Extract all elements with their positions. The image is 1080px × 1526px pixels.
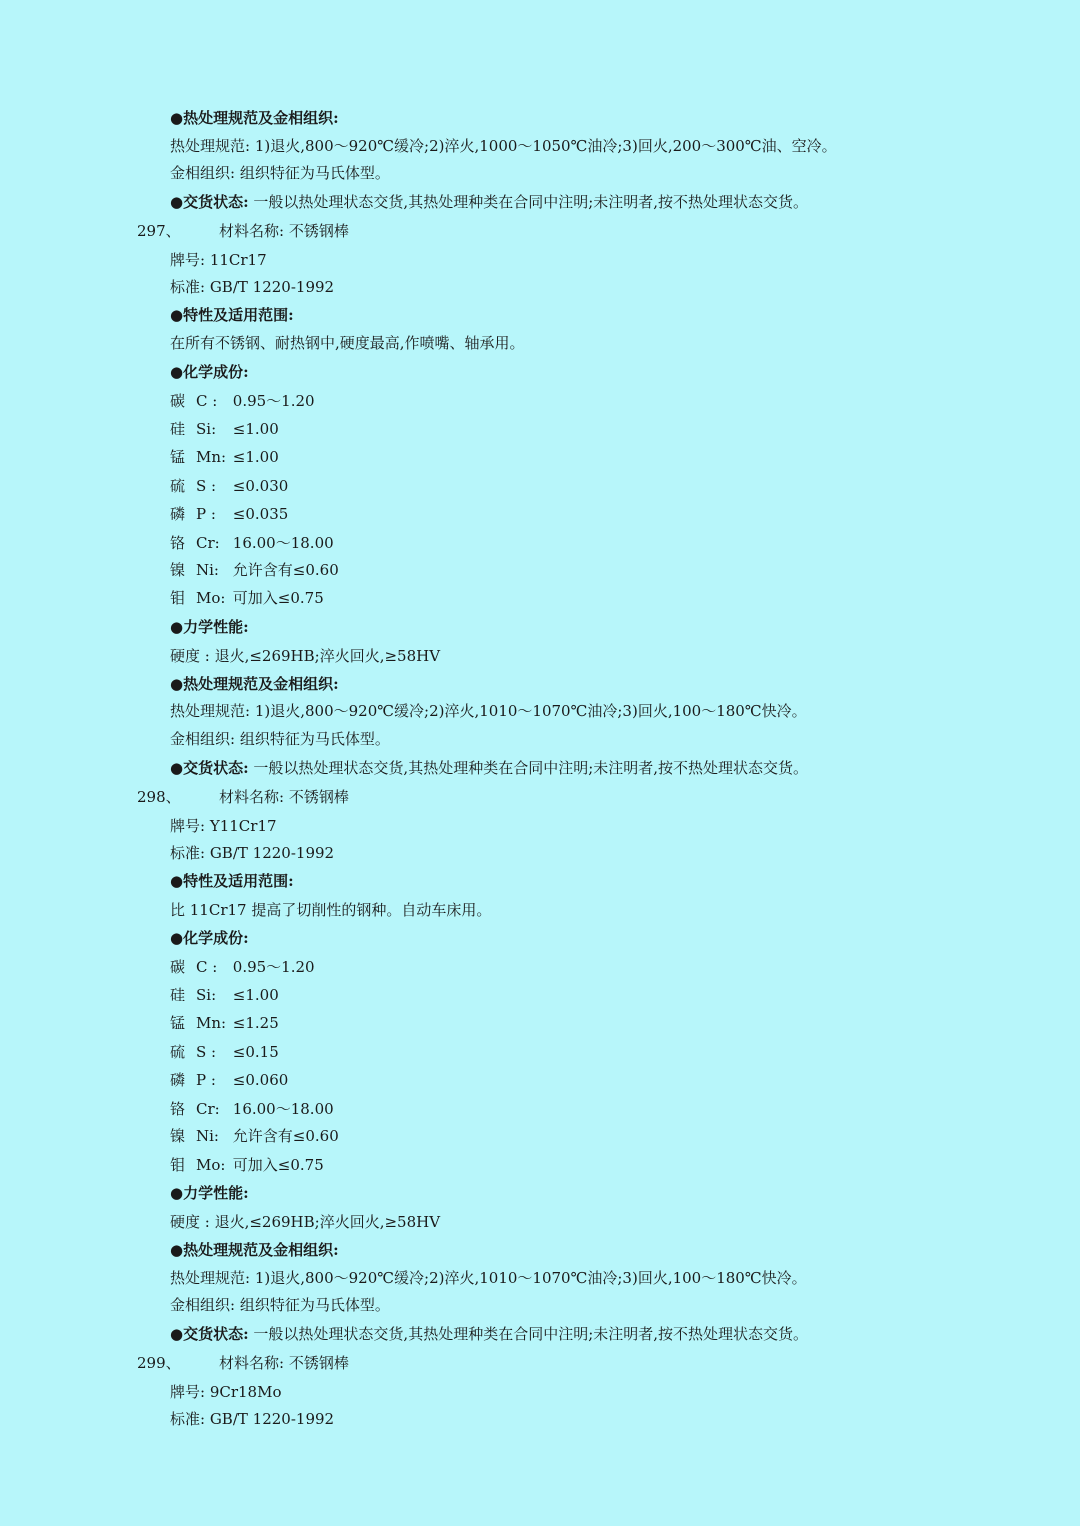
metallographic-structure: 金相组织: 组织特征为马氏体型。 — [170, 1296, 390, 1314]
chem-value: ≤1.00 — [232, 448, 279, 466]
standard: 标准: GB/T 1220-1992 — [170, 844, 335, 862]
chem-symbol: P : — [196, 1071, 216, 1089]
properties-text: 比 11Cr17 提高了切削性的钢种。自动车床用。 — [170, 901, 492, 919]
delivery-state-text: 一般以热处理状态交货,其热处理种类在合同中注明;未注明者,按不热处理状态交货。 — [253, 1325, 809, 1343]
chem-symbol: P : — [196, 505, 216, 523]
delivery-state-label: ●交货状态: — [170, 759, 249, 777]
mechanical-text: 硬度 : 退火,≤269HB;淬火回火,≥58HV — [170, 1213, 441, 1231]
grade: 牌号: 11Cr17 — [170, 251, 267, 269]
chem-symbol: Ni: — [196, 1127, 219, 1145]
chem-symbol: Si: — [196, 986, 217, 1004]
chemical-heading: ●化学成份: — [170, 363, 249, 381]
chem-value: ≤1.00 — [232, 986, 279, 1004]
chem-row — [170, 476, 288, 496]
chem-element: 硫 — [170, 1043, 186, 1061]
chem-row — [170, 957, 315, 977]
delivery-state — [170, 758, 808, 778]
chem-element: 锰 — [170, 448, 186, 466]
chem-row — [170, 533, 334, 553]
chem-value: ≤1.00 — [232, 420, 279, 438]
chem-value: 16.00～18.00 — [232, 534, 334, 552]
material-name: 材料名称: 不锈钢棒 — [219, 222, 349, 240]
heat-treatment-heading: ●热处理规范及金相组织: — [170, 675, 339, 693]
standard: 标准: GB/T 1220-1992 — [170, 278, 335, 296]
chem-element: 碳 — [170, 958, 186, 976]
delivery-state-text: 一般以热处理状态交货,其热处理种类在合同中注明;未注明者,按不热处理状态交货。 — [253, 193, 809, 211]
chem-element: 磷 — [170, 505, 186, 523]
chem-element: 硫 — [170, 477, 186, 495]
mechanical-text: 硬度 : 退火,≤269HB;淬火回火,≥58HV — [170, 647, 441, 665]
chem-symbol: Mo: — [196, 1156, 226, 1174]
properties-heading: ●特性及适用范围: — [170, 306, 294, 324]
entry-header — [137, 787, 349, 807]
chem-element: 钼 — [170, 589, 186, 607]
chem-row — [170, 1070, 288, 1090]
chem-symbol: Mo: — [196, 589, 226, 607]
chem-value: 允许含有≤0.60 — [232, 561, 339, 579]
metallographic-structure: 金相组织: 组织特征为马氏体型。 — [170, 164, 390, 182]
entry-number: 297、 — [137, 222, 181, 240]
chem-value: 可加入≤0.75 — [232, 1156, 324, 1174]
chem-symbol: Si: — [196, 420, 217, 438]
chem-symbol: Cr: — [196, 1100, 220, 1118]
chem-symbol: S : — [196, 477, 217, 495]
chem-element: 镍 — [170, 561, 186, 579]
chem-value: ≤1.25 — [232, 1014, 279, 1032]
delivery-state-text: 一般以热处理状态交货,其热处理种类在合同中注明;未注明者,按不热处理状态交货。 — [253, 759, 809, 777]
chem-row — [170, 1042, 279, 1062]
chem-row — [170, 419, 279, 439]
chem-value: 允许含有≤0.60 — [232, 1127, 339, 1145]
delivery-state — [170, 1324, 808, 1344]
entry-header — [137, 221, 349, 241]
chem-element: 碳 — [170, 392, 186, 410]
chem-symbol: C : — [196, 392, 218, 410]
chem-row — [170, 1126, 339, 1146]
delivery-state-label: ●交货状态: — [170, 193, 249, 211]
heat-treatment-spec: 热处理规范: 1)退火,800～920℃缓冷;2)淬火,1010～1070℃油冷;3)回火,100～180℃快冷。 — [170, 1269, 807, 1287]
properties-text: 在所有不锈钢、耐热钢中,硬度最高,作喷嘴、轴承用。 — [170, 334, 525, 352]
chem-row — [170, 1155, 324, 1175]
chem-value: 可加入≤0.75 — [232, 589, 324, 607]
standard: 标准: GB/T 1220-1992 — [170, 1410, 335, 1428]
chem-element: 硅 — [170, 986, 186, 1004]
delivery-state-label: ●交货状态: — [170, 1325, 249, 1343]
metallographic-structure: 金相组织: 组织特征为马氏体型。 — [170, 730, 390, 748]
chem-value: 0.95～1.20 — [232, 392, 315, 410]
chem-element: 磷 — [170, 1071, 186, 1089]
chem-symbol: Cr: — [196, 534, 220, 552]
entry-header — [137, 1353, 349, 1373]
chem-element: 铬 — [170, 1100, 186, 1118]
chem-row — [170, 447, 279, 467]
heat-treatment-spec: 热处理规范: 1)退火,800～920℃缓冷;2)淬火,1000～1050℃油冷;3)回火,200～300℃油、空冷。 — [170, 137, 837, 155]
chem-element: 硅 — [170, 420, 186, 438]
entry-number: 298、 — [137, 788, 181, 806]
material-name: 材料名称: 不锈钢棒 — [219, 1354, 349, 1372]
chem-value: ≤0.060 — [232, 1071, 289, 1089]
chem-value: ≤0.035 — [232, 505, 289, 523]
heat-treatment-heading: ●热处理规范及金相组织: — [170, 1241, 339, 1259]
chem-row — [170, 504, 288, 524]
material-name: 材料名称: 不锈钢棒 — [219, 788, 349, 806]
grade: 牌号: Y11Cr17 — [170, 817, 277, 835]
chem-element: 铬 — [170, 534, 186, 552]
chem-row — [170, 1099, 334, 1119]
chem-row — [170, 1013, 279, 1033]
chem-symbol: Mn: — [196, 1014, 227, 1032]
properties-heading: ●特性及适用范围: — [170, 872, 294, 890]
chem-value: ≤0.030 — [232, 477, 289, 495]
chem-row — [170, 588, 324, 608]
chem-row — [170, 391, 315, 411]
chem-symbol: S : — [196, 1043, 217, 1061]
chem-symbol: C : — [196, 958, 218, 976]
chemical-heading: ●化学成份: — [170, 929, 249, 947]
grade: 牌号: 9Cr18Mo — [170, 1383, 282, 1401]
chem-element: 钼 — [170, 1156, 186, 1174]
chem-row — [170, 985, 279, 1005]
chem-value: ≤0.15 — [232, 1043, 279, 1061]
mechanical-heading: ●力学性能: — [170, 618, 249, 636]
chem-symbol: Ni: — [196, 561, 219, 579]
chem-value: 0.95～1.20 — [232, 958, 315, 976]
chem-element: 镍 — [170, 1127, 186, 1145]
entry-number: 299、 — [137, 1354, 181, 1372]
delivery-state — [170, 192, 808, 212]
heat-treatment-heading: ●热处理规范及金相组织: — [170, 109, 339, 127]
chem-value: 16.00～18.00 — [232, 1100, 334, 1118]
chem-row — [170, 560, 339, 580]
chem-symbol: Mn: — [196, 448, 227, 466]
chem-element: 锰 — [170, 1014, 186, 1032]
heat-treatment-spec: 热处理规范: 1)退火,800～920℃缓冷;2)淬火,1010～1070℃油冷;3)回火,100～180℃快冷。 — [170, 702, 807, 720]
mechanical-heading: ●力学性能: — [170, 1184, 249, 1202]
